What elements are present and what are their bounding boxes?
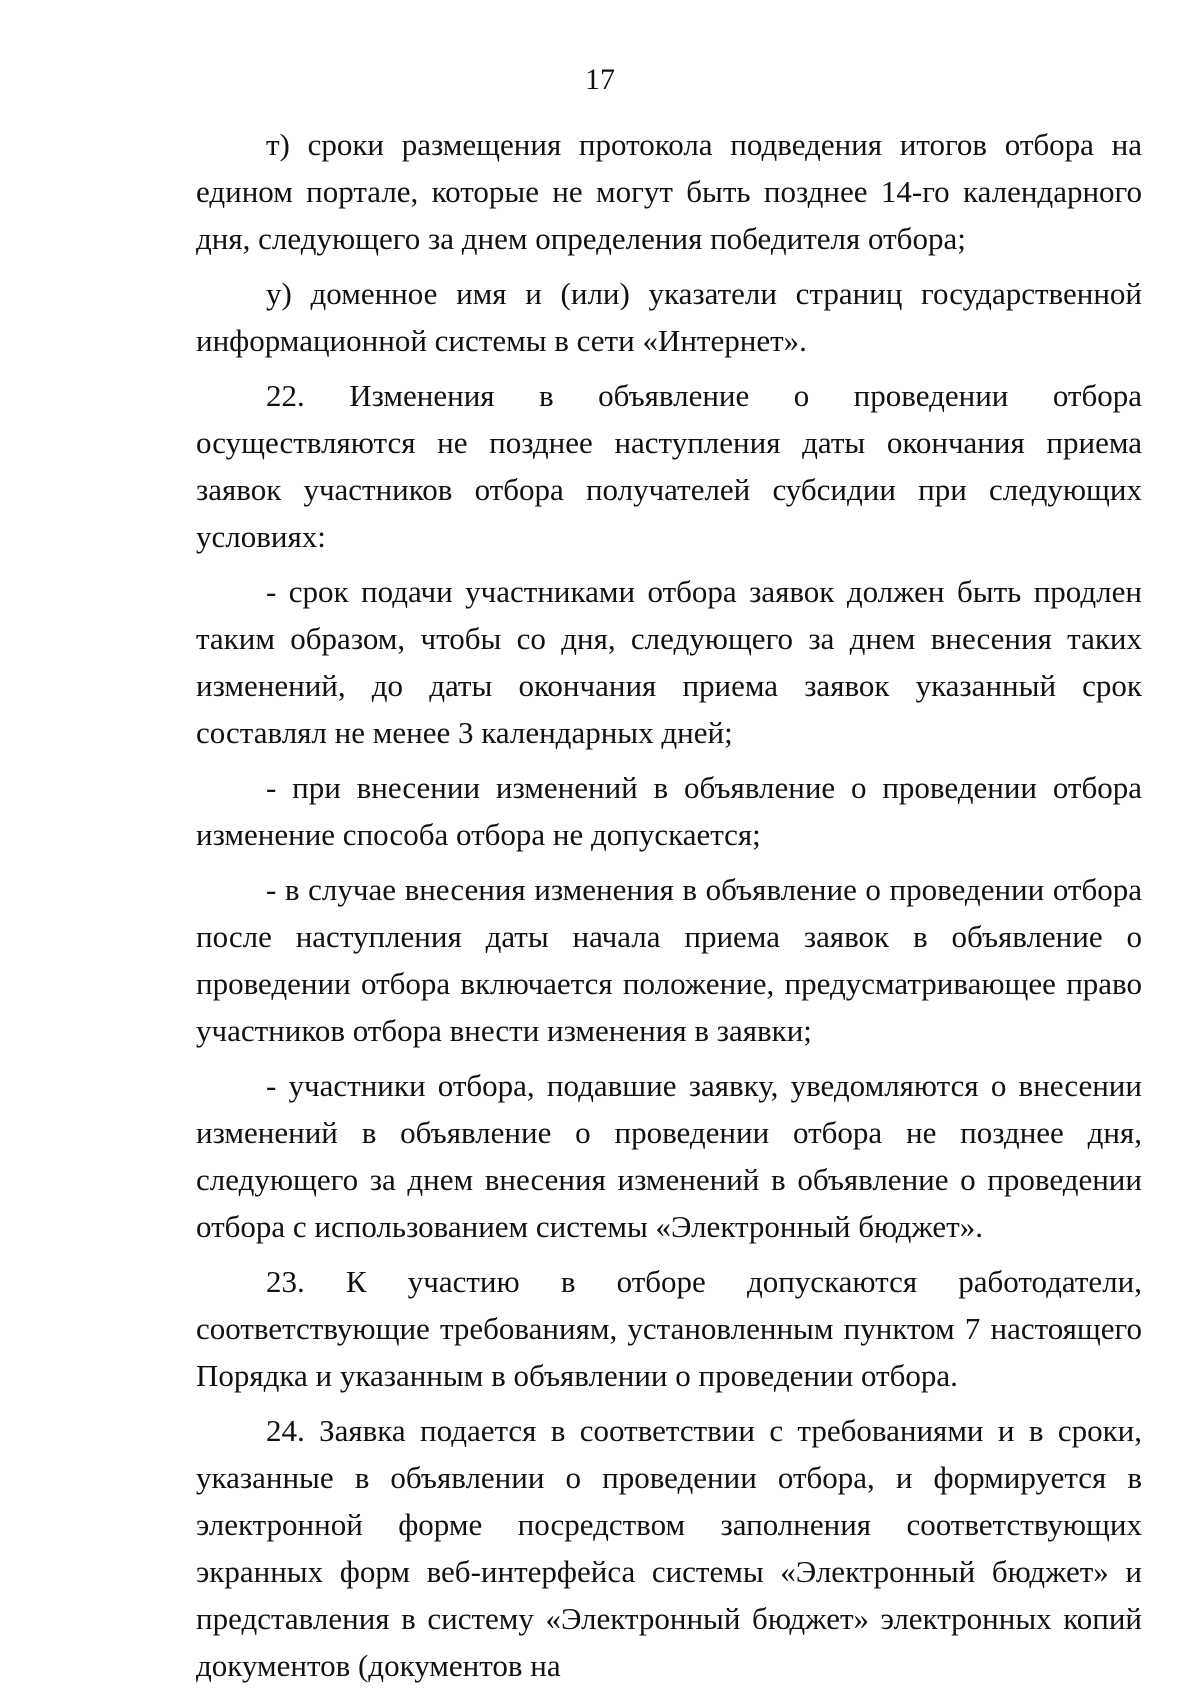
paragraph-24: 24. Заявка подается в соответствии с требованиями и в сроки, указанные в объявлении о проведении отбора, и формируется в электронной форме посредством заполнения соответствующих экранных форм веб-интерфейса системы «Электронный бюджет» и представления в систему «Электронный бюджет» электронных копий документов (документов на <box>196 1413 1142 1683</box>
paragraph-23: 23. К участию в отборе допускаются работодатели, соответствующие требованиям, установленным пунктом 7 настоящего Порядка и указанным в объявлении о проведении отбора. <box>196 1264 1142 1393</box>
document-body <box>196 121 1142 1697</box>
bullet-item: - срок подачи участниками отбора заявок должен быть продлен таким образом, чтобы со дня, следующего за днем внесения таких изменений, до даты окончания приема заявок указанный срок составлял не менее 3 календарных дней; <box>196 574 1142 750</box>
paragraph-u: у) доменное имя и (или) указатели страниц государственной информационной системы в сети «Интернет». <box>196 276 1142 358</box>
bullet-item: - участники отбора, подавшие заявку, уведомляются о внесении изменений в объявление о проведении отбора не позднее дня, следующего за днем внесения изменений в объявление о проведении отбора с использованием системы «Электронный бюджет». <box>196 1068 1142 1244</box>
paragraph-22: 22. Изменения в объявление о проведении отбора осуществляются не позднее наступления даты окончания приема заявок участников отбора получателей субсидии при следующих условиях: <box>196 378 1142 554</box>
page-number: 17 <box>585 63 615 96</box>
bullet-item: - при внесении изменений в объявление о проведении отбора изменение способа отбора не допускается; <box>196 770 1142 852</box>
paragraph-t: т) сроки размещения протокола подведения итогов отбора на едином портале, которые не могут быть позднее 14-го календарного дня, следующего за днем определения победителя отбора; <box>196 127 1142 256</box>
bullet-item: - в случае внесения изменения в объявление о проведении отбора после наступления даты начала приема заявок в объявление о проведении отбора включается положение, предусматривающее право участников отбора внести изменения в заявки; <box>196 872 1142 1048</box>
